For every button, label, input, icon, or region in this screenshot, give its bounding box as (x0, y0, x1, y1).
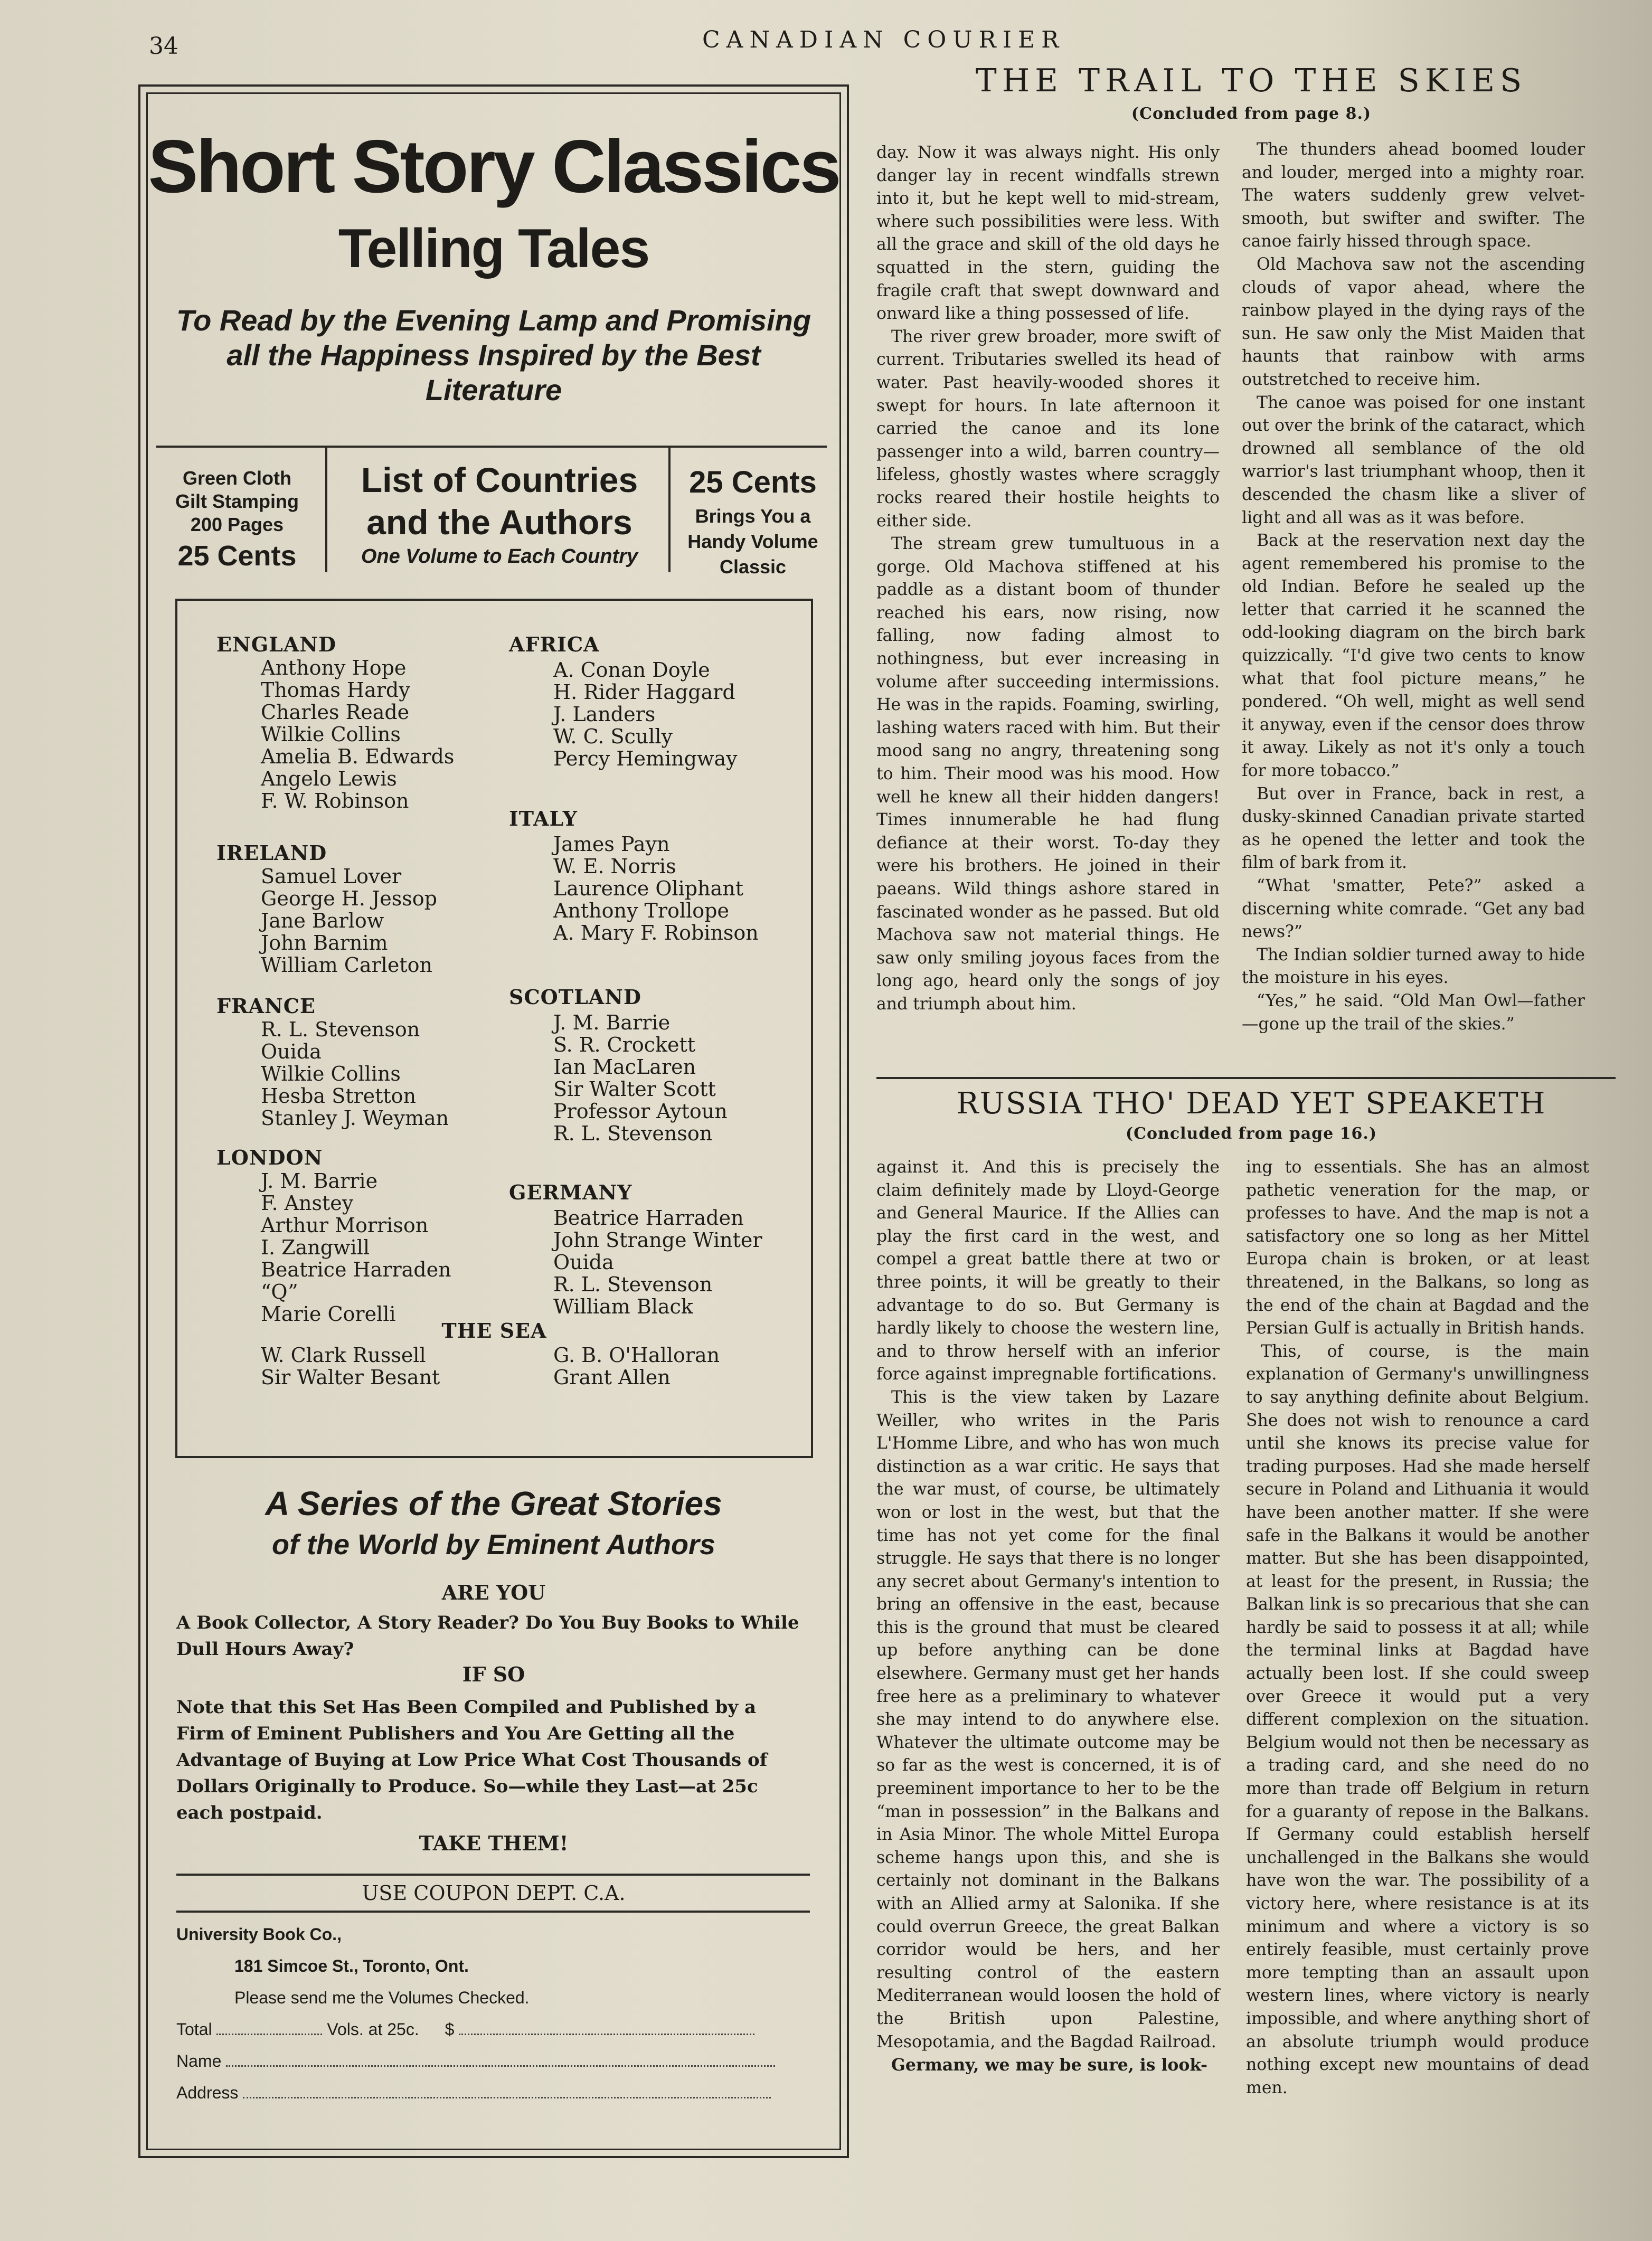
author-name: William Carleton (261, 953, 432, 977)
series-heading (140, 1483, 847, 1565)
paragraph: “Yes,” he said. “Old Man Owl—father—gone up the trail of the skies.” (1242, 991, 1585, 1034)
author-name: W. Clark Russell (261, 1344, 426, 1367)
country-heading: LONDON (216, 1146, 323, 1169)
ad-tagline: To Read by the Evening Lamp and Promising all the Happiness Inspired by the Best Literature (176, 304, 811, 406)
author-name: W. E. Norris (553, 855, 676, 878)
author-name: Sir Walter Scott (553, 1077, 716, 1101)
name-label: Name (176, 2051, 222, 2070)
question-text: A Book Collector, A Story Reader? Do You Buy Books to While Dull Hours Away? (176, 1612, 799, 1660)
box-left-price: 25 Cents (177, 540, 297, 572)
amount-field[interactable] (459, 2019, 754, 2035)
author-list (261, 1344, 440, 1388)
author-list (553, 833, 759, 944)
article-continuation: (Concluded from page 16.) (1125, 1124, 1377, 1143)
price-box-left (150, 467, 324, 575)
author-name: John Barnim (261, 931, 388, 954)
author-name: James Payn (553, 833, 670, 856)
article-column (1242, 138, 1585, 1036)
box-right-line: Handy Volume (687, 531, 818, 552)
country-heading: THE SEA (441, 1319, 547, 1342)
paragraph: The Indian soldier turned away to hide the moisture in his eyes. (1242, 945, 1585, 988)
country-heading: AFRICA (509, 632, 600, 656)
paragraph: day. Now it was always night. His only danger lay in recent windfalls strewn into it, but he kept well to mid-stream, where such possibilities were less. With all the grace and skill of the old days he squatted in the stern, guiding the fragile craft that swept downward and onward like a thing possessed of life. (876, 143, 1220, 324)
author-name: Professor Aytoun (553, 1100, 728, 1123)
author-name: Wilkie Collins (261, 723, 401, 746)
author-name: Stanley J. Weyman (261, 1107, 449, 1130)
total-field[interactable] (216, 2019, 322, 2035)
price-box-right (668, 461, 837, 580)
author-name: Ian MacLaren (553, 1055, 696, 1079)
article-column (1246, 1156, 1589, 2100)
author-name: R. L. Stevenson (553, 1273, 713, 1296)
author-name: George H. Jessop (261, 887, 438, 910)
coupon-divider (176, 1874, 810, 1876)
author-name: Samuel Lover (261, 865, 402, 888)
paragraph: The river grew broader, more swift of current. Tributaries swelled its head of water. Past heavily-wooded shores it swept for hours. In late afternoon it carried the canoe and its lone passenger into a wild, barren country—lifeless, ghostly wastes where scraggly rocks reared their hostile heights to either side. (876, 327, 1220, 531)
author-name: William Black (553, 1295, 693, 1318)
author-name: A. Conan Doyle (553, 658, 710, 682)
article-continuation: (Concluded from page 8.) (1131, 105, 1372, 123)
article-column (876, 1156, 1220, 2077)
box-left-line: Gilt Stamping (175, 490, 299, 512)
coupon-address: 181 Simcoe St., Toronto, Ont. (234, 1956, 469, 1975)
article-column (876, 141, 1220, 1016)
paragraph: Old Machova saw not the ascending clouds of vapor ahead, where the rainbow played in the dying rays of the sun. He saw only the Mist Maiden that haunts that rainbow with arms outstretched to receive him. (1242, 254, 1585, 389)
country-heading: IRELAND (216, 841, 327, 865)
author-name: J. M. Barrie (553, 1011, 671, 1034)
paragraph: The thunders ahead boomed louder and louder, merged into a mighty roar. The waters suddenly grew velvet-smooth, but swifter and swifter. The canoe fairly hissed through space. (1242, 140, 1585, 251)
country-heading: ENGLAND (216, 632, 337, 656)
box-right-price: 25 Cents (689, 465, 817, 499)
article-separator (876, 1077, 1616, 1079)
list-heading: List of Countries and the Authors (361, 460, 638, 542)
paragraph: “What 'smatter, Pete?” asked a discerning white comrade. “Get any bad news?” (1242, 876, 1585, 942)
paragraph: The stream grew tumultuous in a gorge. Old Machova stiffened at his paddle as a distant boom of thunder reached his ears, now rising, now falling, now fading almost to nothingness, but ever increasing in volume after succeeding intermissions. He was in the rapids. Foaming, swirling, lashing waters raced with him. But their mood sang no angry, threatening song to him. Their mood was his mood. How well he knew all their hidden dangers! Times innumerable he had flung defiance at their worst. To-day they were his brothers. He joined in their paeans. Wild things ashore stared in fascinated wonder as he passed. But old Machova saw not material things. He saw only smiling joyous faces from the long ago, heard only the songs of joy and triumph about him. (876, 534, 1220, 1014)
author-name: Percy Hemingway (553, 747, 738, 770)
article-title: THE TRAIL TO THE SKIES (975, 62, 1527, 99)
coupon-instruction: Please send me the Volumes Checked. (234, 1988, 530, 2007)
ad-subtitle: Telling Tales (338, 218, 649, 279)
series-line: of the World by Eminent Authors (272, 1529, 715, 1561)
country-author-list (175, 599, 813, 1458)
author-list (553, 659, 738, 770)
author-name: W. C. Scully (553, 725, 673, 748)
box-right-line: Classic (719, 556, 787, 578)
list-heading-box (331, 459, 668, 570)
box-left-line: Green Cloth (182, 467, 291, 489)
author-name: R. L. Stevenson (261, 1018, 420, 1041)
author-name: Amelia B. Edwards (261, 745, 455, 768)
dollar-sign: $ (445, 2020, 455, 2039)
author-name: “Q” (261, 1280, 298, 1303)
box-left-line: 200 Pages (190, 514, 284, 535)
author-list (261, 657, 454, 812)
country-heading: FRANCE (216, 994, 316, 1018)
author-name: Anthony Trollope (553, 899, 729, 922)
country-heading: ITALY (509, 807, 578, 830)
author-name: Jane Barlow (261, 909, 384, 932)
author-name: Grant Allen (553, 1366, 671, 1389)
address-label: Address (176, 2083, 239, 2102)
series-line: A Series of the Great Stories (265, 1484, 722, 1523)
author-list (261, 1018, 449, 1129)
author-list (553, 1207, 762, 1318)
author-name: Ouida (261, 1040, 322, 1063)
author-name: A. Mary F. Robinson (553, 921, 759, 944)
ad-divider (156, 446, 827, 448)
list-subheading: One Volume to Each Country (361, 545, 638, 568)
coupon-address-row (176, 2077, 799, 2108)
author-name: F. Anstey (261, 1192, 354, 1215)
author-name: H. Rider Haggard (553, 680, 735, 704)
coupon-name-row (176, 2045, 799, 2077)
author-name: Wilkie Collins (261, 1062, 401, 1085)
author-name: Laurence Oliphant (553, 877, 743, 900)
name-field[interactable] (226, 2050, 775, 2067)
paragraph: against it. And this is precisely the claim definitely made by Lloyd-George and General Maurice. If the Allies can play the first card in the west, and compel a great battle there at two or three points, it will be greatly to their advantage to do so. But Germany is hardly likely to choose the western line, and to throw herself with an inferior force against impregnable fortifications. (876, 1158, 1220, 1384)
author-name: Beatrice Harraden (553, 1206, 744, 1230)
author-list (553, 1344, 720, 1388)
author-name: R. L. Stevenson (553, 1122, 713, 1145)
ad-divider-vertical (325, 446, 327, 572)
author-name: I. Zangwill (261, 1236, 370, 1259)
author-name: Ouida (553, 1251, 614, 1274)
page-number: 34 (149, 33, 178, 60)
article-title: RUSSIA THO' DEAD YET SPEAKETH (956, 1086, 1546, 1121)
author-name: Anthony Hope (261, 656, 407, 679)
author-name: S. R. Crockett (553, 1033, 696, 1056)
take-them-heading: TAKE THEM! (419, 1831, 569, 1855)
order-coupon (176, 1918, 799, 2108)
paragraph: The canoe was poised for one instant out over the brink of the cataract, which drowned all semblance of the old warrior's last triumphant whoop, then it descended the chasm like a sliver of light and all was as it was before. (1242, 393, 1585, 527)
country-heading: SCOTLAND (509, 985, 641, 1009)
box-right-line: Brings You a (695, 505, 811, 527)
author-list (261, 865, 437, 976)
author-name: Arthur Morrison (261, 1214, 429, 1237)
country-heading: GERMANY (509, 1180, 633, 1204)
coupon-heading: USE COUPON DEPT. C.A. (362, 1881, 626, 1905)
author-name: F. W. Robinson (261, 789, 409, 812)
total-label: Total (176, 2020, 212, 2039)
paragraph: But over in France, back in rest, a dusky-skinned Canadian private started as he opened the letter and took the film of bark from it. (1242, 784, 1585, 873)
author-name: John Strange Winter (553, 1228, 762, 1252)
coupon-total-row (176, 2013, 799, 2045)
author-name: Charles Reade (261, 701, 410, 724)
are-you-heading: ARE YOU (441, 1581, 546, 1604)
author-name: Hesba Stretton (261, 1084, 417, 1108)
ad-title: Short Story Classics (148, 125, 839, 209)
author-name: Marie Corelli (261, 1302, 396, 1326)
author-list (261, 1170, 451, 1325)
if-so-heading: IF SO (462, 1662, 525, 1686)
author-name: Beatrice Harraden (261, 1258, 451, 1281)
address-field[interactable] (243, 2082, 771, 2098)
paragraph: Back at the reservation next day the agent remembered his promise to the old Indian. Before he sealed up the letter that carried it he scanned the odd-looking diagram on the birch bark quizzically. “I'd give two cents to know what that fool picture means,” he pondered. “Oh well, might as well send it anyway, even if the censor does throw it away. Likely as not it's only a touch for more tobacco.” (1242, 531, 1585, 781)
author-list (553, 1011, 728, 1145)
note-text: Note that this Set Has Been Compiled and Published by a Firm of Eminent Publishers and You Are Getting all the Advantage of Buying at Low Price What Cost Thousands of Dollars Originally to Produce. So—while they Last—at 25c each postpaid. (176, 1697, 768, 1823)
author-name: J. M. Barrie (261, 1169, 378, 1193)
book-advertisement (138, 84, 849, 2158)
paragraph: This, of course, is the main explanation of Germany's unwillingness to say anything definite about Belgium. She does not wish to renounce a card until she knows its precise value for trading purposes. Had she made herself secure in Poland and Lithuania it would have been another matter. If she were safe in the Balkans it would be another matter. But she has been disappointed, at least for the present, in Russia; the Balkan link is so precarious that she can hardly be said to possess it at all; while the terminal links at Bagdad have actually been lost. If she could sweep over Greece it would put a very different complexion on the situation. Belgium would not then be necessary as a trading card, and she need do no more than trade off Belgium in return for a guaranty of repose in the Balkans. If Germany could establish herself unchallenged in the Balkans she would have won the war. The possibility of a victory here, where resistance is at its minimum and where a victory is so entirely feasible, must certainly prove more tempting than an assault upon western lines, where victory is nearly impossible, and where anything short of an absolute triumph would produce nothing except new mountains of dead men. (1246, 1341, 1589, 2097)
author-name: J. Landers (553, 703, 656, 726)
paragraph: ing to essentials. She has an almost pathetic veneration for the map, or professes to have. And the map is not a satisfactory one so long as her Mittel Europa chain is broken, or at least threatened, in the Balkans, so long as the end of the chain at Bagdad and the Persian Gulf is actually in British hands. (1246, 1158, 1589, 1338)
author-name: Thomas Hardy (261, 678, 410, 702)
vols-label: Vols. at 25c. (327, 2020, 419, 2039)
author-name: Angelo Lewis (261, 767, 397, 790)
paragraph: This is the view taken by Lazare Weiller, who writes in the Paris L'Homme Libre, and who has won much distinction as a war critic. He says that the war must, of course, be ultimately won or lost in the west, but that the time has not yet come for the final struggle. He says that there is no longer any secret about Germany's intention to bring an offensive in the east, because this is the ground that must be cleared up before anything can be done elsewhere. Germany must get her hands free here as a preliminary to whatever she may intend to do anywhere else. Whatever the ultimate outcome may be so far as the west is concerned, it is of preeminent importance to her to be the “man in possession” in the Balkans and in Asia Minor. The whole Mittel Europa scheme hangs upon this, and she is certainly not dominant in the Balkans with an Allied army at Salonika. If she could overrun Greece, the great Balkan corridor would be hers, and her resulting control of the eastern Mediterranean would loosen the hold of the British upon Palestine, Mesopotamia, and the Bagdad Railroad. (876, 1387, 1220, 2051)
coupon-divider (176, 1911, 810, 1913)
author-name: Sir Walter Besant (261, 1366, 440, 1389)
running-head: CANADIAN COURIER (702, 26, 1065, 53)
paragraph: Germany, we may be sure, is look- (891, 2055, 1208, 2075)
author-name: G. B. O'Halloran (553, 1344, 720, 1367)
coupon-company: University Book Co., (176, 1925, 342, 1944)
